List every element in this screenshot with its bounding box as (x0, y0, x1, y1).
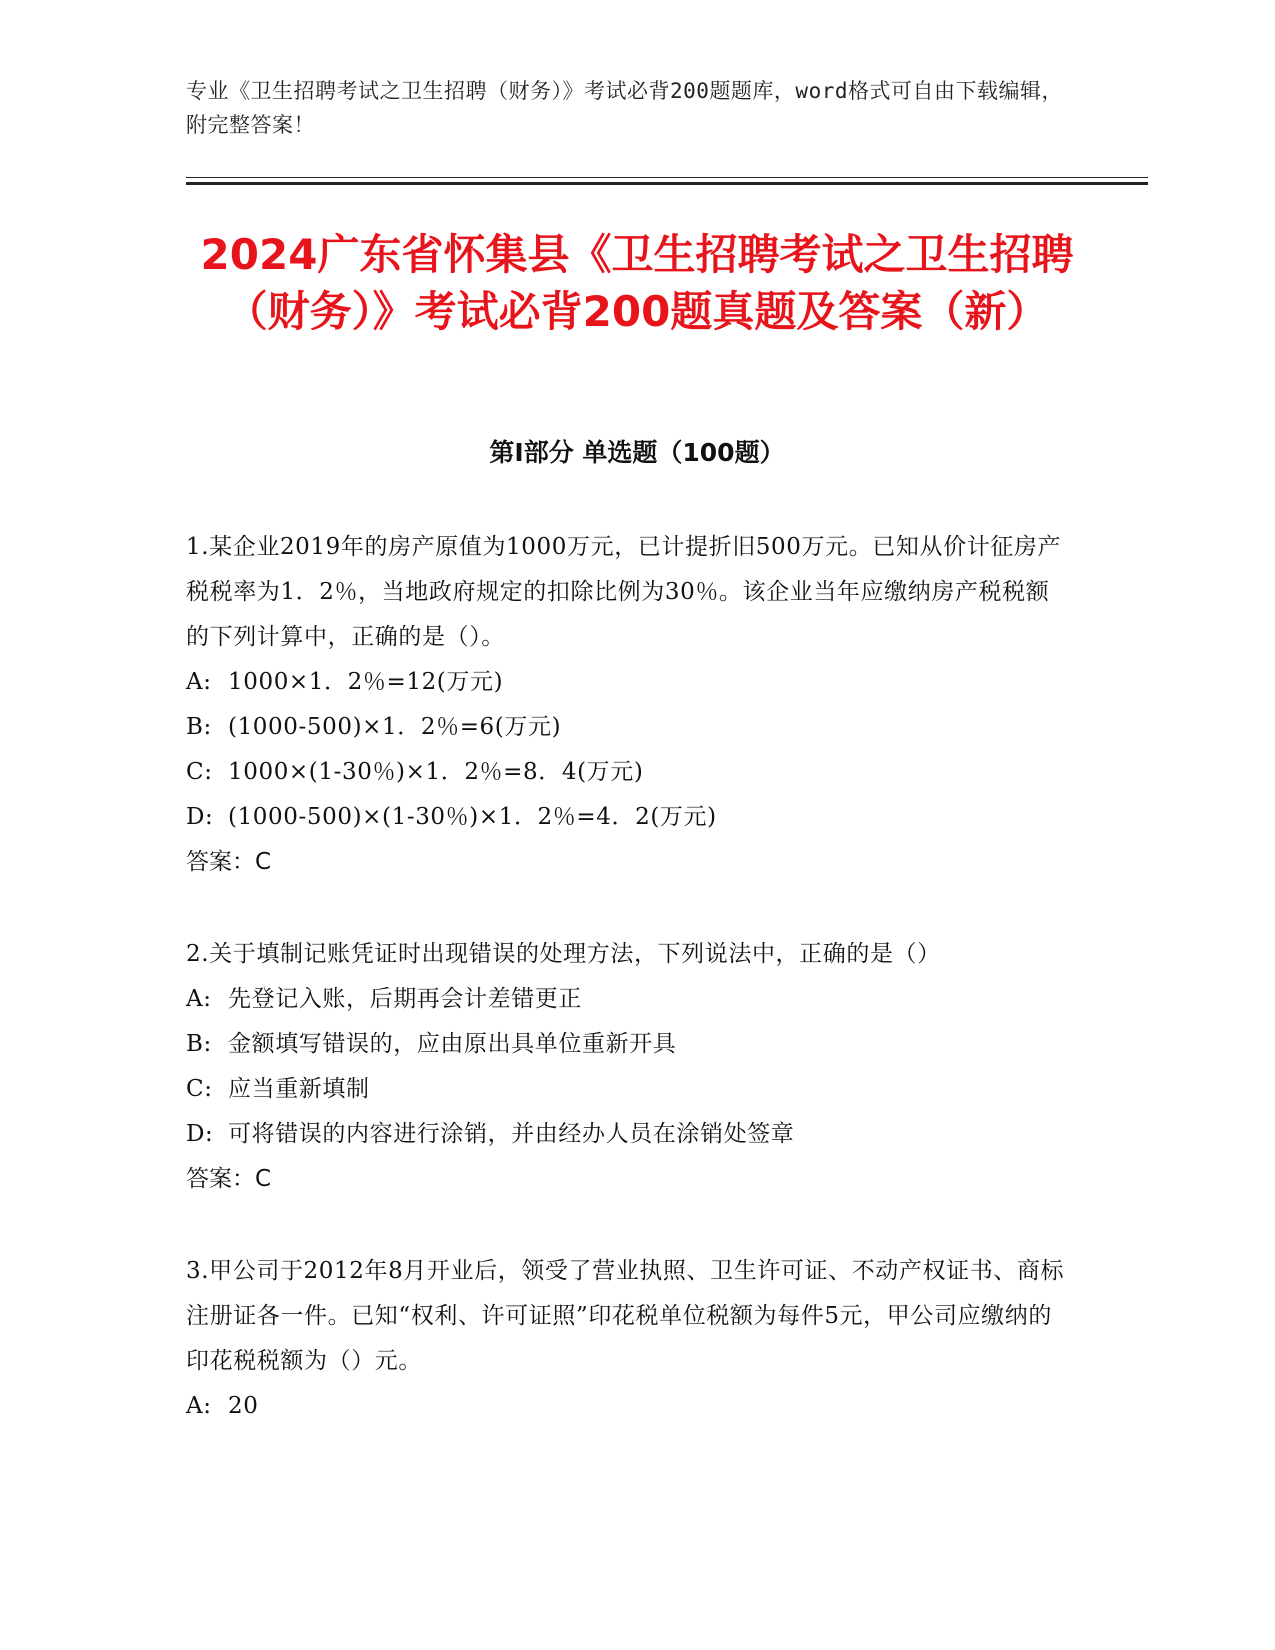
option-letter: C: (186, 759, 213, 785)
option-text: 1000×(1-30％)×1．2％=8．4(万元) (228, 759, 644, 785)
option-a (186, 1384, 1066, 1429)
option-b (186, 705, 1066, 750)
question-stem: 3.甲公司于2012年8月开业后，领受了营业执照、卫生许可证、不动产权证书、商标注册证各一件。已知“权利、许可证照”印花税单位税额为每件5元，甲公司应缴纳的印花税税额为（）元。 (186, 1258, 1065, 1374)
option-letter: B: (186, 1031, 212, 1057)
answer-line: 答案：C (186, 849, 272, 875)
answer-line: 答案：C (186, 1166, 272, 1192)
option-letter: A: (186, 669, 212, 695)
option-text: 应当重新填制 (228, 1076, 370, 1102)
option-letter: D: (186, 804, 214, 830)
question-list (186, 525, 1066, 1476)
option-letter: B: (186, 714, 212, 740)
option-text: 1000×1．2％=12(万元) (228, 669, 504, 695)
header-divider-thick (186, 182, 1148, 185)
option-c (186, 1067, 1066, 1112)
section-heading: 第I部分 单选题（100题） (489, 438, 785, 467)
question-stem: 1.某企业2019年的房产原值为1000万元，已计提折旧500万元。已知从价计征房产税税率为1．2％，当地政府规定的扣除比例为30％。该企业当年应缴纳房产税税额的下列计算中，正确的是（）。 (186, 534, 1062, 650)
option-text: 金额填写错误的，应由原出具单位重新开具 (228, 1031, 677, 1057)
header-divider-thin (186, 177, 1148, 178)
question-1 (186, 525, 1066, 885)
option-text: 先登记入账，后期再会计差错更正 (228, 986, 582, 1012)
option-letter: A: (186, 986, 212, 1012)
option-d (186, 1112, 1066, 1157)
question-stem: 2.关于填制记账凭证时出现错误的处理方法，下列说法中，正确的是（） (186, 941, 941, 967)
option-text: 20 (228, 1393, 259, 1419)
option-b (186, 1022, 1066, 1067)
option-text: (1000-500)×1．2％=6(万元) (228, 714, 562, 740)
document-title: 2024广东省怀集县《卫生招聘考试之卫生招聘（财务）》考试必背200题真题及答案（新） (200, 230, 1074, 336)
option-a (186, 660, 1066, 705)
option-c (186, 750, 1066, 795)
option-text: 可将错误的内容进行涂销，并由经办人员在涂销处签章 (228, 1121, 795, 1147)
option-letter: A: (186, 1393, 212, 1419)
option-text: (1000-500)×(1-30％)×1．2％=4．2(万元) (228, 804, 717, 830)
option-letter: C: (186, 1076, 213, 1102)
option-letter: D: (186, 1121, 214, 1147)
option-d (186, 795, 1066, 840)
option-a (186, 977, 1066, 1022)
question-2 (186, 932, 1066, 1202)
question-3 (186, 1249, 1066, 1429)
intro-text: 专业《卫生招聘考试之卫生招聘（财务）》考试必背200题题库，word格式可自由下载编辑，附完整答案！ (186, 79, 1063, 137)
